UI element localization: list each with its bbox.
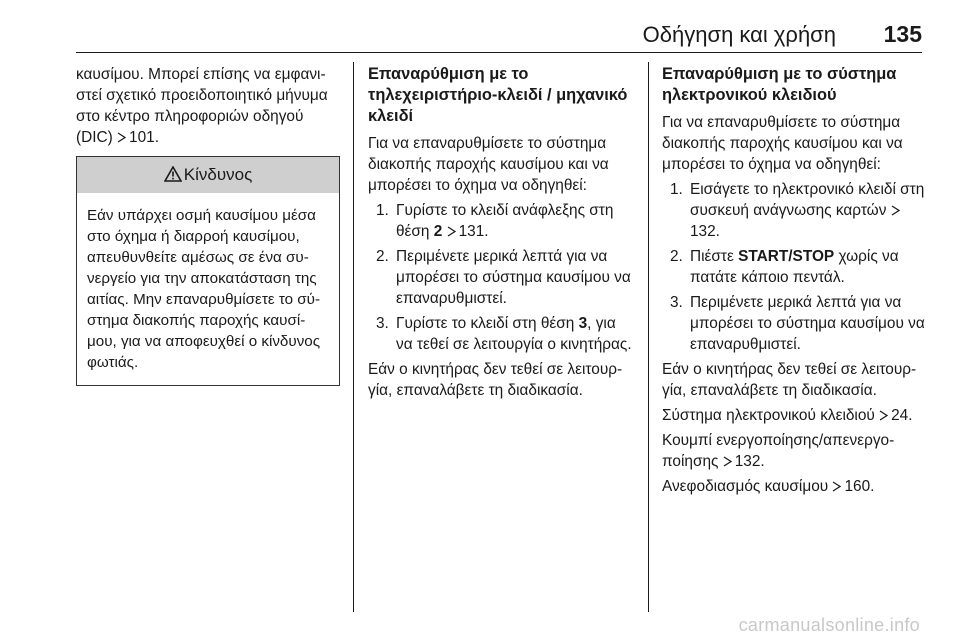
steps-list [368, 200, 636, 355]
column-divider-2 [648, 62, 649, 612]
list-item: 2. Πιέστε START/STOP χωρίς να πατάτε κάποιο πεντάλ. [670, 248, 899, 286]
section-heading-electronic-key: Επαναρύθμιση με το σύστημα ηλεκτρονικού κλειδιού [662, 65, 897, 104]
page-ref-arrow-icon [879, 405, 888, 426]
warning-triangle-icon [164, 165, 184, 184]
list-item: 1. Εισάγετε το ηλεκτρονικό κλειδί στη συσκευή ανάγνωσης καρτών 132. [670, 181, 925, 240]
page-ref[interactable]: 101. [129, 129, 160, 146]
danger-header [77, 157, 339, 193]
danger-text: Εάν υπάρχει οσμή καυσίμου μέσα στο όχημα ή διαρροή καυσίμου, απευθυνθείτε αμέσως σε ένα συνεργείο για την αποκατάσταση της αιτίας. Μην επαναρυθμίσετε το σύστημα διακοπής παροχής καυσίμου, για να αποφευχθεί ο κίνδυνος φωτιάς. [87, 207, 321, 371]
column-divider-1 [353, 62, 354, 612]
intro-paragraph: καυσίμου. Μπορεί επίσης να εμφανιστεί σχετικό προειδοποιητικό μήνυμα στο κέντρο πληροφοριών οδηγού (DIC) 101. [76, 66, 328, 146]
page-ref-arrow-icon [117, 127, 126, 148]
cross-reference: Σύστημα ηλεκτρονικού κλειδιού 24. [662, 407, 913, 424]
page-ref[interactable]: 24. [891, 407, 913, 424]
danger-title: Κίνδυνος [183, 165, 253, 184]
section-heading-remote-key: Επαναρύθμιση με το τηλεχειριστήριο-κλειδί / μηχανικό κλειδί [368, 65, 628, 125]
section-intro: Για να επαναρυθμίσετε το σύστημα διακοπής παροχής καυσίμου και να μπορέσει το όχημα να οδηγηθεί: [662, 114, 903, 173]
page-ref-arrow-icon [832, 476, 841, 497]
page-header-title: Οδήγηση και χρήση [642, 22, 836, 47]
page-ref-arrow-icon [447, 221, 456, 242]
watermark: carmanualsonline.info [738, 615, 920, 635]
steps-list [662, 179, 926, 355]
list-item: 2. Περιμένετε μερικά λεπτά για να μπορέσει το σύστημα καυσίμου να επαναρυθμιστεί. [376, 248, 631, 307]
page-number: 135 [883, 21, 922, 47]
list-item: 3. Γυρίστε το κλειδί στη θέση 3, για να τεθεί σε λειτουργία ο κινητήρας. [376, 315, 632, 353]
page-ref-arrow-icon [891, 200, 900, 221]
page-ref[interactable]: 132. [734, 453, 765, 470]
section-outro: Εάν ο κινητήρας δεν τεθεί σε λειτουργία, επαναλάβετε τη διαδικασία. [662, 361, 917, 399]
page-ref[interactable]: 132. [690, 223, 720, 240]
page-ref[interactable]: 160. [844, 478, 875, 495]
header-rule [76, 52, 922, 53]
danger-box [76, 156, 340, 386]
page-ref-arrow-icon [723, 451, 732, 472]
page-ref[interactable]: 131. [458, 223, 489, 240]
section-intro: Για να επαναρυθμίσετε το σύστημα διακοπής παροχής καυσίμου και να μπορέσει το όχημα να οδηγηθεί: [368, 135, 609, 194]
column-3 [662, 64, 926, 501]
column-1 [76, 64, 340, 386]
cross-reference: Ανεφοδιασμός καυσίμου 160. [662, 478, 875, 495]
list-item: 1. Γυρίστε το κλειδί ανάφλεξης στη θέση 2 131. [376, 202, 614, 240]
section-outro: Εάν ο κινητήρας δεν τεθεί σε λειτουργία, επαναλάβετε τη διαδικασία. [368, 361, 623, 399]
list-item: 3. Περιμένετε μερικά λεπτά για να μπορέσει το σύστημα καυσίμου να επαναρυθμιστεί. [670, 294, 925, 353]
cross-reference: Κουμπί ενεργοποίησης/απενεργοποίησης 132. [662, 432, 895, 470]
column-2 [368, 64, 636, 405]
